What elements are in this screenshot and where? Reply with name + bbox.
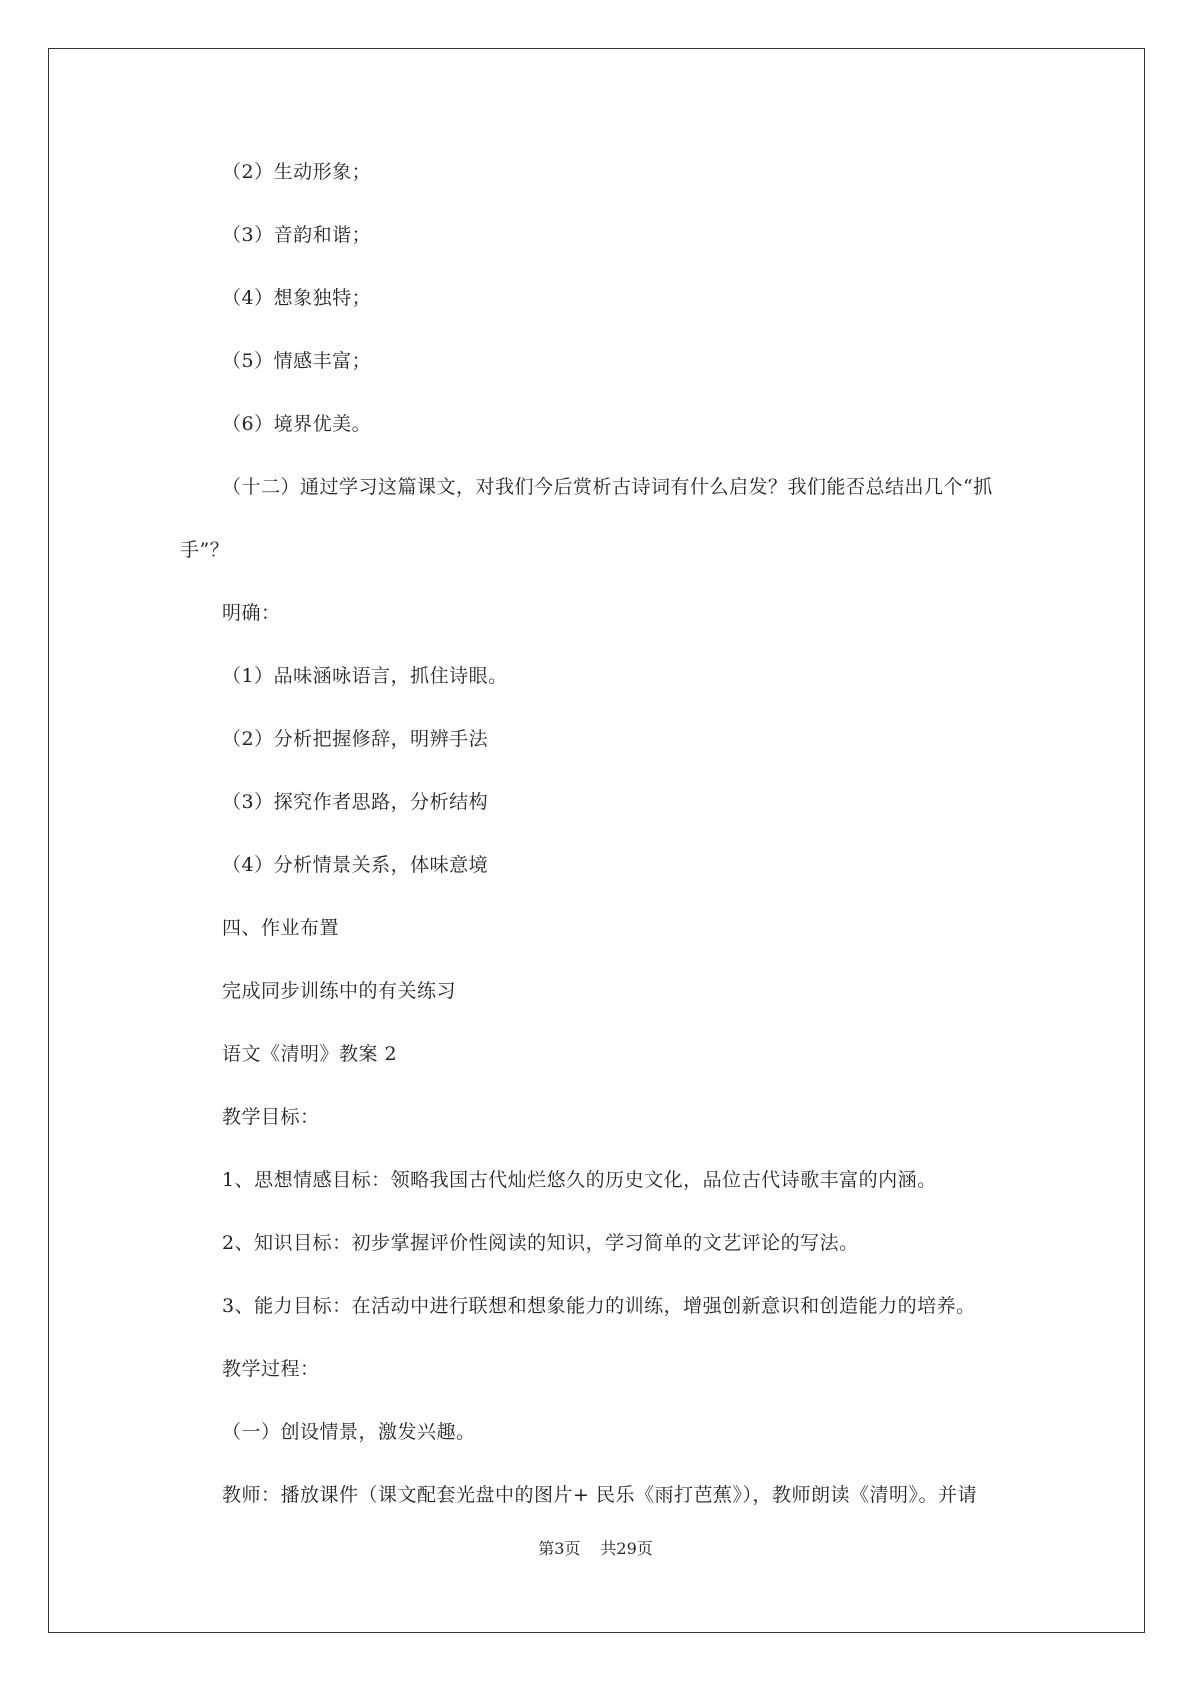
paragraph-question: （十二）通过学习这篇课文，对我们今后赏析古诗词有什么启发？我们能否总结出几个“抓 — [222, 476, 993, 498]
list-item: （2）分析把握修辞，明辨手法 — [222, 728, 489, 750]
list-item: （3）探究作者思路，分析结构 — [222, 791, 489, 813]
list-item: （6）境界优美。 — [222, 413, 372, 435]
list-item: （2）生动形象； — [222, 161, 372, 183]
list-item: 1、思想情感目标：领略我国古代灿烂悠久的历史文化，品位古代诗歌丰富的内涵。 — [222, 1169, 937, 1191]
list-item: （3）音韵和谐； — [222, 224, 372, 246]
paragraph-text: 教师：播放课件（课文配套光盘中的图片+ 民乐《雨打芭蕉》），教师朗读《清明》。并请 — [222, 1484, 977, 1506]
list-item: （4）分析情景关系，体味意境 — [222, 854, 489, 876]
page-footer — [0, 1538, 1191, 1560]
list-item: （4）想象独特； — [222, 287, 372, 309]
section-heading: 教学目标： — [222, 1106, 320, 1128]
page-total: 共29页 — [600, 1539, 653, 1558]
paragraph-question-continued: 手”？ — [180, 539, 230, 561]
paragraph-text: 明确： — [222, 602, 281, 624]
paragraph-text: 完成同步训练中的有关练习 — [222, 980, 457, 1002]
list-item: 3、能力目标：在活动中进行联想和想象能力的训练，增强创新意识和创造能力的培养。 — [222, 1295, 976, 1317]
section-heading: 语文《清明》教案 2 — [222, 1043, 398, 1065]
list-item: （一）创设情景，激发兴趣。 — [222, 1421, 476, 1443]
section-heading: 四、作业布置 — [222, 917, 340, 939]
section-heading: 教学过程： — [222, 1358, 320, 1380]
page-number: 第3页 — [538, 1539, 581, 1558]
list-item: （5）情感丰富； — [222, 350, 372, 372]
list-item: 2、知识目标：初步掌握评价性阅读的知识，学习简单的文艺评论的写法。 — [222, 1232, 859, 1254]
list-item: （1）品味涵咏语言，抓住诗眼。 — [222, 665, 508, 687]
